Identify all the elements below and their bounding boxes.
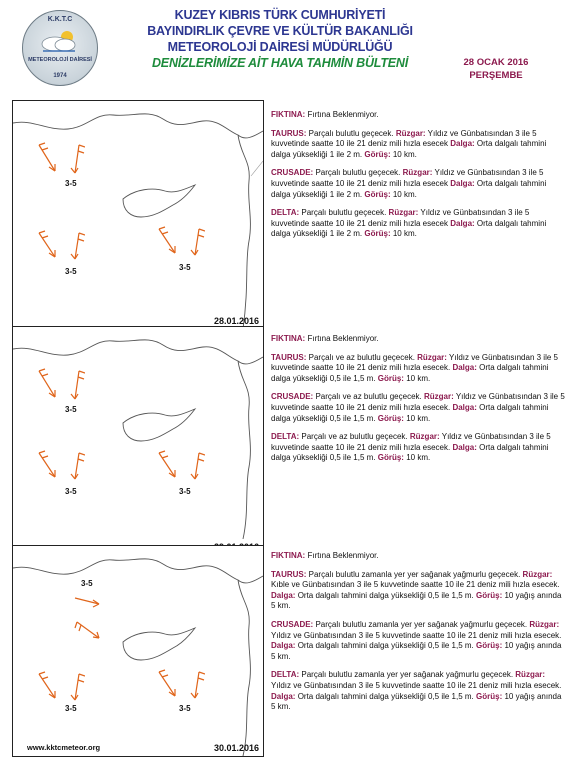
sky-text: Parçalı bulutlu zamanla yer yer sağanak yağmurlu geçecek. (315, 619, 528, 629)
cloud-sun-icon (37, 29, 81, 53)
fiktina-text: Fırtına Beklenmiyor. (307, 334, 379, 343)
area-label: TAURUS: (271, 352, 307, 362)
area-forecast-taurus (271, 570, 567, 612)
wave-text: Orta dalgalı tahmini dalga yüksekliği 1 ile 2 m. (271, 139, 547, 159)
wind-arrow-icon (155, 449, 205, 485)
wave-label: Dalga: (450, 178, 475, 188)
wind-text: Yıldız ve Günbatısından 3 ile 5 kuvvetinde saatte 10 ile 21 deniz mili hızla esecek (271, 168, 544, 188)
visibility-label: Görüş: (476, 641, 503, 651)
logo-bottom-text: METEOROLOJİ DAİRESİ (28, 57, 92, 63)
area-label: TAURUS: (271, 128, 307, 138)
wave-label: Dalga: (450, 139, 475, 149)
area-label: CRUSADE: (271, 619, 314, 629)
coastline-map (13, 101, 263, 329)
wind-label: Rüzgar: (409, 432, 440, 442)
sky-text: Parçalı ve az bulutlu geçecek. (301, 432, 408, 442)
header-line-1: KUZEY KIBRIS TÜRK CUMHURİYETİ (174, 8, 386, 22)
wave-label: Dalga: (452, 363, 477, 373)
area-forecast-taurus (271, 353, 567, 385)
sky-text: Parçalı bulutlu geçecek. (308, 128, 394, 138)
bulletin-weekday: PERŞEMBE (469, 70, 523, 81)
wave-text: Orta dalgalı tahmini dalga yüksekliği 1 ile 2 m. (271, 218, 547, 239)
wind-label: Rüzgar: (395, 128, 426, 138)
header-line-2: BAYINDIRLIK ÇEVRE VE KÜLTÜR BAKANLIĞI (147, 24, 413, 38)
visibility-value: 10 km. (406, 373, 431, 383)
wave-label: Dalga: (271, 691, 296, 701)
wind-text: Yıldız ve Günbatısından 3 ile 5 kuvvetinde saatte 10 ile 21 deniz mili hızla esecek. (271, 352, 558, 373)
visibility-value: 10 km. (406, 413, 431, 423)
sky-text: Parçalı bulutlu geçecek. (301, 208, 387, 218)
wave-text: Orta dalgalı tahmini dalga yüksekliği 0,5 ile 1,5 m. (271, 442, 549, 463)
wave-height-label: 3-5 (65, 267, 77, 276)
visibility-label: Görüş: (476, 590, 503, 600)
wave-text: Orta dalgalı tahmini dalga yüksekliği 0,5 ile 1,5 m. (297, 691, 474, 701)
sky-text: Parçalı bulutlu zamanla yer yer sağanak yağmurlu geçecek. (308, 569, 521, 579)
wave-label: Dalga: (452, 442, 477, 452)
area-forecast-delta (271, 208, 567, 240)
wind-arrow-icon (35, 670, 85, 706)
visibility-value: 10 km. (392, 229, 417, 239)
wave-text: Orta dalgalı tahmini dalga yüksekliği 1 ile 2 m. (271, 178, 547, 199)
area-forecast-delta (271, 670, 567, 712)
wind-label: Rüzgar: (529, 619, 560, 629)
map-date: 30.01.2016 (213, 743, 259, 753)
forecast-map-2 (12, 326, 264, 556)
coastline-map (13, 327, 263, 539)
visibility-label: Görüş: (476, 691, 503, 701)
wave-height-label: 3-5 (179, 263, 191, 272)
wind-text: Yıldız ve Günbatısından 3 ile 5 kuvvetinde saatte 10 ile 21 deniz mili hızla esecek. (271, 630, 562, 640)
fiktina-label: FIKTINA: (271, 110, 306, 119)
sky-text: Parçalı ve az bulutlu geçecek. (315, 392, 422, 402)
wave-height-label: 3-5 (65, 487, 77, 496)
forecast-text-1 (271, 110, 567, 248)
wind-label: Rüzgar: (423, 392, 454, 402)
wind-text: Yıldız ve Günbatısından 3 ile 5 kuvvetinde saatte 10 ile 21 deniz mili hızla esecek. (271, 392, 565, 412)
logo-top-text: K.K.T.C (47, 16, 73, 23)
fiktina-text: Fırtına Beklenmiyor. (307, 551, 379, 560)
wind-text: Yıldız ve Günbatısından 3 ile 5 kuvvetinde saatte 10 ile 21 deniz mili hızla esecek. (271, 680, 562, 690)
area-forecast-crusade (271, 168, 567, 200)
wind-arrow-icon (35, 141, 85, 179)
visibility-value: 10 yağış anında 5 km. (271, 641, 562, 661)
area-forecast-crusade (271, 620, 567, 662)
visibility-label: Görüş: (364, 189, 391, 199)
meteorology-logo (22, 10, 98, 86)
area-forecast-taurus (271, 129, 567, 161)
wind-text: Kıble ve Günbatısından 3 ile 5 kuvvetinde saatte 10 ile 21 deniz mili hızla esecek. (271, 580, 560, 590)
visibility-label: Görüş: (377, 413, 404, 423)
forecast-text-3 (271, 551, 567, 721)
visibility-value: 10 yağış anında 5 km. (271, 590, 562, 611)
visibility-label: Görüş: (377, 453, 404, 463)
fiktina-line (271, 551, 567, 562)
wind-arrow-icon (35, 367, 85, 405)
coastline-map (13, 546, 263, 756)
forecast-map-1 (12, 100, 264, 330)
wind-label: Rüzgar: (402, 168, 433, 178)
area-label: CRUSADE: (271, 392, 314, 402)
wind-arrow-icon (155, 225, 205, 261)
visibility-value: 10 yağış anında 5 km. (271, 691, 562, 712)
wave-label: Dalga: (271, 590, 296, 600)
wave-label: Dalga: (450, 218, 475, 228)
wind-label: Rüzgar: (417, 352, 447, 362)
wave-label: Dalga: (452, 402, 477, 412)
wind-arrow-icon (155, 668, 205, 704)
website-link[interactable]: www.kktcmeteor.org (27, 743, 101, 752)
header-line-3: METEOROLOJİ DAİRESİ MÜDÜRLÜĞÜ (167, 40, 393, 54)
bulletin-title: DENİZLERİMİZE AİT HAVA TAHMİN BÜLTENİ (151, 56, 408, 70)
area-label: DELTA: (271, 208, 300, 218)
wind-arrow-icon (35, 449, 85, 485)
wave-text: Orta dalgalı tahmini dalga yüksekliği 0,5 ile 1,5 m. (271, 402, 549, 423)
wave-text: Orta dalgalı tahmini dalga yüksekliği 0,5 ile 1,5 m. (271, 363, 549, 383)
wave-height-label: 3-5 (65, 179, 77, 188)
area-forecast-delta (271, 432, 567, 464)
wave-height-label: 3-5 (179, 487, 191, 496)
bulletin-date: 28 OCAK 2016 (463, 57, 529, 68)
sky-text: Parçalı bulutlu geçecek. (315, 168, 401, 178)
wind-text: Yıldız ve Günbatısından 3 ile 5 kuvvetinde saatte 10 ile 21 deniz mili hızla esecek (271, 128, 537, 149)
visibility-value: 10 km. (406, 453, 431, 463)
area-label: TAURUS: (271, 569, 307, 579)
forecast-text-2 (271, 334, 567, 472)
fiktina-label: FIKTINA: (271, 551, 306, 560)
wind-label: Rüzgar: (388, 208, 419, 218)
wind-text: Yıldız ve Günbatısından 3 ile 5 kuvvetinde saatte 10 ile 21 deniz mili hızla esecek (271, 208, 530, 228)
wave-height-label: 3-5 (65, 405, 77, 414)
wave-label: Dalga: (271, 641, 296, 651)
sky-text: Parçalı bulutlu zamanla yer yer sağanak yağmurlu geçecek. (301, 670, 514, 680)
area-label: DELTA: (271, 432, 300, 442)
visibility-label: Görüş: (364, 149, 391, 159)
fiktina-label: FIKTINA: (271, 334, 306, 343)
wave-text: Orta dalgalı tahmini dalga yüksekliği 0,5 ile 1,5 m. (297, 641, 474, 651)
wave-height-label: 3-5 (65, 704, 77, 713)
map-date: 28.01.2016 (213, 316, 259, 326)
area-forecast-crusade (271, 392, 567, 424)
fiktina-line (271, 110, 567, 121)
wind-arrow-icon (71, 594, 107, 648)
wind-label: Rüzgar: (522, 569, 553, 579)
visibility-label: Görüş: (364, 229, 391, 239)
area-label: DELTA: (271, 670, 300, 680)
wave-height-label: 3-5 (179, 704, 191, 713)
area-label: CRUSADE: (271, 168, 314, 178)
visibility-value: 10 km. (392, 149, 417, 159)
sky-text: Parçalı ve az bulutlu geçecek. (308, 352, 415, 362)
wave-text: Orta dalgalı tahmini dalga yüksekliği 0,5 ile 1,5 m. (297, 590, 474, 600)
forecast-map-3 (12, 545, 264, 757)
visibility-value: 10 km. (392, 189, 417, 199)
fiktina-text: Fırtına Beklenmiyor. (307, 110, 379, 119)
wave-height-label: 3-5 (81, 579, 93, 588)
fiktina-line (271, 334, 567, 345)
wind-arrow-icon (35, 229, 85, 265)
logo-year: 1974 (53, 73, 67, 79)
visibility-label: Görüş: (377, 373, 404, 383)
wind-text: Yıldız ve Günbatısından 3 ile 5 kuvvetinde saatte 10 ile 21 deniz mili hızla esecek. (271, 432, 551, 452)
wind-label: Rüzgar: (515, 670, 546, 680)
